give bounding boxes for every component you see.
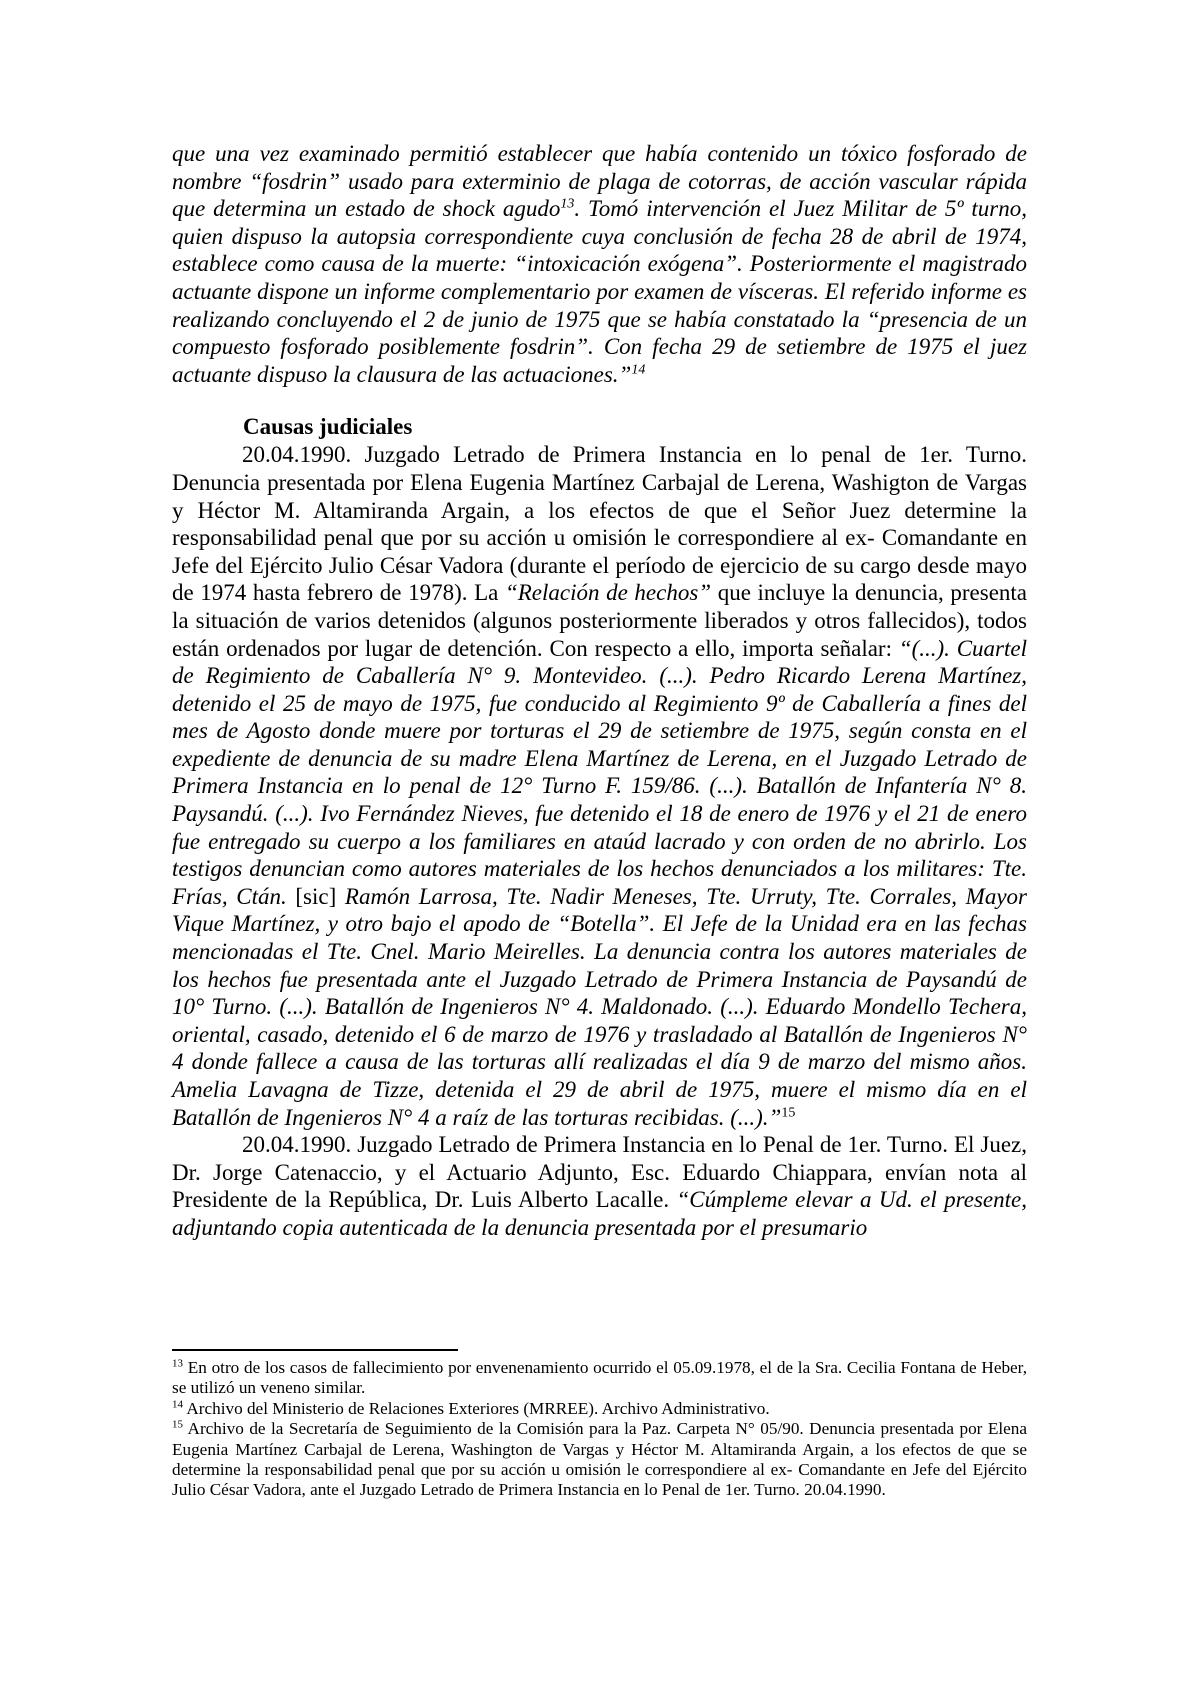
paragraph-1-sic: [sic]: [286, 883, 345, 909]
footnote-text: Archivo de la Secretaría de Seguimiento de la Comisión para la Paz. Carpeta N° 05/90. Denuncia presentada por Elena Eugenia Martínez Carbajal de Lerena, Washington de Vargas y Héctor M. Altamiranda Argain, a los efectos de que se determine la responsabilidad penal que por su acción u omisión le correspondiere al ex- Comandante en Jefe del Ejército Julio César Vadora, ante el Juzgado Letrado de Primera Instancia en lo Penal de 1er. Turno. 20.04.1990.: [172, 1419, 1027, 1500]
footnote-number: 14: [172, 1398, 183, 1411]
intro-paragraph: [172, 140, 1027, 388]
page-body: [172, 140, 1027, 1242]
footnote-text: Archivo del Ministerio de Relaciones Exteriores (MRREE). Archivo Administrativo.: [183, 1398, 770, 1418]
paragraph-2-quote-a: “Cúmpleme elevar a Ud. el presente, adjuntando copia autenticada de la denuncia presentada por el presumario: [172, 1187, 1027, 1240]
paragraph-1-text-b: que incluye la denuncia, presenta la situación de varios detenidos (algunos posteriormente liberados y otros fallecidos), todos están ordenados por lugar de detención. Con respecto a ello, importa señalar:: [172, 580, 1028, 661]
paragraph-1-quote-c: Ramón Larrosa, Tte. Nadir Meneses, Tte. Urruty, Tte. Corrales, Mayor Vique Martínez, y otro bajo el apodo de “Botella”. El Jefe de la Unidad era en las fechas mencionadas el Tte. Cnel. Mario Meirelles. La denuncia contra los autores materiales de los hechos fue presentada ante el Juzgado Letrado de Primera Instancia de Paysandú de 10° Turno. (...). Batallón de Ingenieros N° 4. Maldonado. (...). Eduardo Mondello Techera, oriental, casado, detenido el 6 de marzo de 1976 y trasladado al Batallón de Ingenieros N° 4 donde fallece a causa de las torturas allí realizadas el día 9 de marzo del mismo años. Amelia Lavagna de Tizze, detenida el 29 de abril de 1975, muere el mismo día en el Batallón de Ingenieros N° 4 a raíz de las torturas recibidas. (...).”: [172, 883, 1027, 1130]
footnotes: [172, 1358, 1027, 1501]
paragraph-1-text-a: 20.04.1990. Juzgado Letrado de Primera Instancia en lo penal de 1er. Turno. Denuncia presentada por Elena Eugenia Martínez Carbajal de Lerena, Washigton de Vargas y Héctor M. Altamiranda Argain, a los efectos de que el Señor Juez determine la responsabilidad penal que por su acción u omisión le correspondiere al ex- Comandante en Jefe del Ejército Julio César Vadora (durante el período de ejercicio de su cargo desde mayo de 1974 hasta febrero de 1978). La: [172, 442, 1027, 606]
footnote-ref-13[interactable]: 13: [560, 196, 575, 212]
intro-text-a: que una vez examinado permitió establecer que había contenido un tóxico fosforado de nombre “fosdrin” usado para exterminio de plaga de cotorras, de acción vascular rápida que determina un estado de shock agudo: [172, 141, 1027, 222]
paragraph-1: [172, 441, 1027, 1131]
footnote-ref-14[interactable]: 14: [631, 362, 646, 378]
footnote-14: [172, 1399, 1027, 1419]
footnote-ref-15[interactable]: 15: [781, 1104, 796, 1120]
footnote-number: 13: [172, 1357, 183, 1370]
paragraph-1-quote-a: “Relación de hechos”: [504, 580, 712, 606]
footnote-divider: [172, 1349, 458, 1351]
intro-text-b: . Tomó intervención el Juez Militar de 5º turno, quien dispuso la autopsia correspondiente cuya conclusión de fecha 28 de abril de 1974, establece como causa de la muerte: “intoxicación exógena”. Posteriormente el magistrado actuante dispone un informe complementario por examen de vísceras. El referido informe es realizando concluyendo el 2 de junio de 1975 que se había constatado la “presencia de un compuesto fosforado posiblemente fosdrin”. Con fecha 29 de setiembre de 1975 el juez actuante dispuso la clausura de las actuaciones.”: [172, 196, 1028, 387]
footnote-13: [172, 1358, 1027, 1399]
paragraph-2-text-a: 20.04.1990. Juzgado Letrado de Primera Instancia en lo Penal de 1er. Turno. El Juez, Dr. Jorge Catenaccio, y el Actuario Adjunto, Esc. Eduardo Chiappara, envían nota al Presidente de la República, Dr. Luis Alberto Lacalle.: [172, 1132, 1027, 1213]
paragraph-2: [172, 1131, 1027, 1241]
footnote-text: En otro de los casos de fallecimiento por envenenamiento ocurrido el 05.09.1978, el de la Sra. Cecilia Fontana de Heber, se utilizó un veneno similar.: [172, 1358, 1027, 1398]
footnote-number: 15: [172, 1418, 183, 1431]
paragraph-1-quote-b: “(...). Cuartel de Regimiento de Caballería N° 9. Montevideo. (...). Pedro Ricardo Lerena Martínez, detenido el 25 de mayo de 1975, fue conducido al Regimiento 9º de Caballería a fines del mes de Agosto donde muere por torturas el 29 de setiembre de 1975, según consta en el expediente de denuncia de su madre Elena Martínez de Lerena, en el Juzgado Letrado de Primera Instancia en lo penal de 12° Turno F. 159/86. (...). Batallón de Infantería N° 8. Paysandú. (...). Ivo Fernández Nieves, fue detenido el 18 de enero de 1976 y el 21 de enero fue entregado su cuerpo a los familiares en ataúd lacrado y con orden de no abrirlo. Los testigos denuncian como autores materiales de los hechos denunciados a los militares: Tte. Frías, Ctán.: [172, 635, 1027, 909]
footnote-15: [172, 1419, 1027, 1501]
section-heading: Causas judiciales: [243, 414, 413, 440]
